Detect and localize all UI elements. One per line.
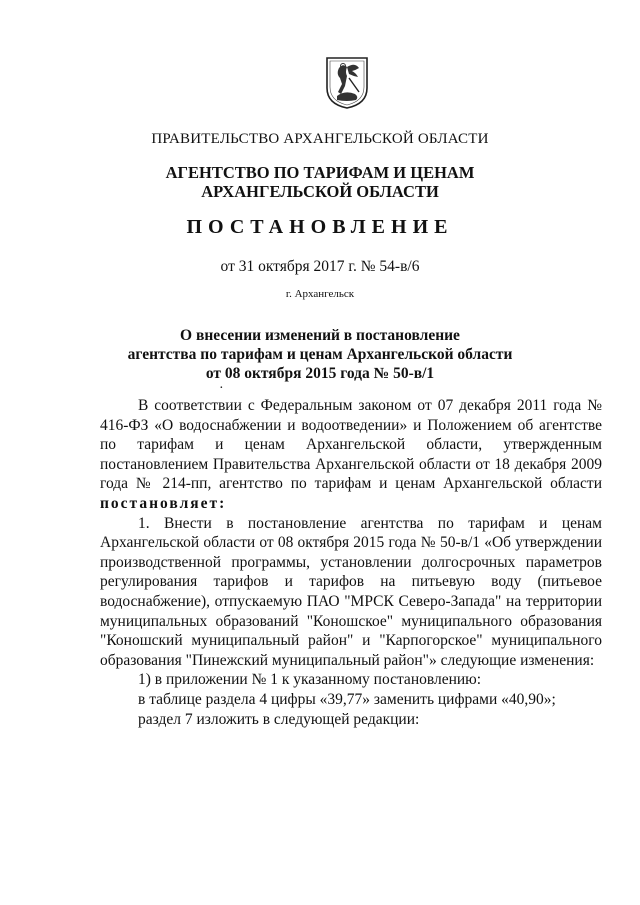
document-body (100, 396, 602, 729)
item-1: 1) в приложении № 1 к указанному постановлению: (138, 671, 482, 689)
agency-name-line2: АРХАНГЕЛЬСКОЙ ОБЛАСТИ (201, 182, 439, 201)
agency-name (0, 163, 640, 201)
subject-line1: О внесении изменений в постановление (180, 327, 460, 344)
subject-line2: агентства по тарифам и ценам Архангельской области (127, 346, 513, 363)
stray-dot: · (219, 381, 224, 396)
preamble-paragraph (100, 396, 602, 514)
document-subject (0, 326, 640, 383)
resolves-keyword: постановляет: (100, 494, 227, 512)
subject-line3: от 08 октября 2015 года № 50-в/1 (205, 365, 435, 382)
agency-name-line1: АГЕНТСТВО ПО ТАРИФАМ И ЦЕНАМ (165, 163, 475, 182)
document-type: ПОСТАНОВЛЕНИЕ (186, 216, 454, 238)
coat-of-arms-icon (325, 56, 369, 110)
preamble-text: В соответствии с Федеральным законом от 07 декабря 2011 года № 416-ФЗ «О водоснабжении и водоотведении» и Положением об агентстве по тарифам и ценам Архангельской области, утвержденным постановлением Правительства Архангельской области от 18 декабря 2009 года № 214-пп, агентство по тарифам и ценам Архангельской области (100, 397, 602, 493)
item-3: раздел 7 изложить в следующей редакции: (138, 710, 420, 728)
document-date-number: от 31 октября 2017 г. № 54-в/6 (220, 258, 420, 275)
document-city: г. Архангельск (285, 288, 355, 300)
government-name: ПРАВИТЕЛЬСТВО АРХАНГЕЛЬСКОЙ ОБЛАСТИ (151, 131, 489, 147)
item-2: в таблице раздела 4 цифры «39,77» заменить цифрами «40,90»; (138, 690, 556, 708)
clause-1-paragraph: 1. Внести в постановление агентства по тарифам и ценам Архангельской области от 08 октября 2015 года № 50-в/1 «Об утверждении производственной программы, установлении долгосрочных параметров регулирования тарифов и тарифов на питьевую воду (питьевое водоснабжение), отпускаемую ПАО "МРСК Северо-Запада" на территории муниципальных образований "Коношское" муниципального образования "Коношский муниципальный район" и "Карпогорское" муниципального образования "Пинежский муниципальный район"» следующие изменения: (100, 514, 602, 669)
